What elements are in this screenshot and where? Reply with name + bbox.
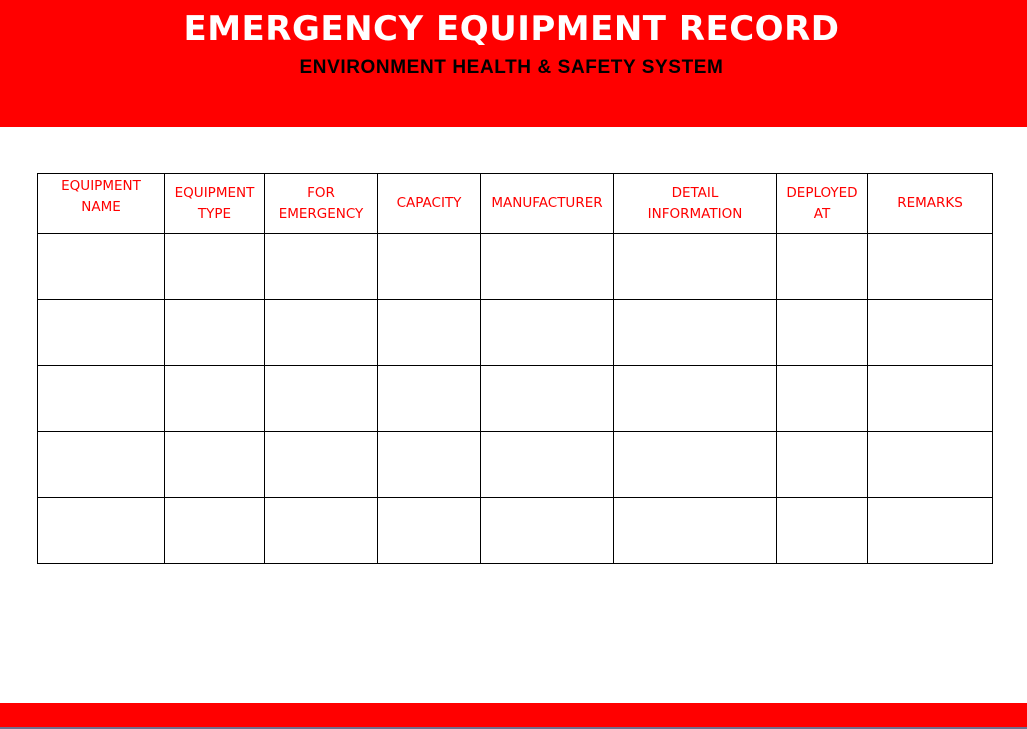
table-cell[interactable] [265,234,378,300]
table-cell[interactable] [38,432,165,498]
table-cell[interactable] [481,432,614,498]
header-row [38,174,993,234]
table-cell[interactable] [38,234,165,300]
table-cell[interactable] [777,234,868,300]
column-header-capacity: CAPACITY [378,174,481,234]
document-subtitle: ENVIRONMENT HEALTH & SAFETY SYSTEM [299,57,724,78]
table-cell[interactable] [614,234,777,300]
table-cell[interactable] [777,432,868,498]
document-title: EMERGENCY EQUIPMENT RECORD [183,9,840,49]
table-cell[interactable] [165,432,265,498]
table-cell[interactable] [481,366,614,432]
table-row [38,366,993,432]
table-cell[interactable] [165,366,265,432]
column-header-detail-information: DETAIL INFORMATION [614,174,777,234]
table-cell[interactable] [165,498,265,564]
table-cell[interactable] [777,366,868,432]
table-cell[interactable] [265,432,378,498]
table-cell[interactable] [165,234,265,300]
table-cell[interactable] [265,498,378,564]
table-row [38,234,993,300]
table-cell[interactable] [481,234,614,300]
table-cell[interactable] [868,432,993,498]
table-cell[interactable] [378,432,481,498]
table-cell[interactable] [777,300,868,366]
table-cell[interactable] [614,432,777,498]
footer-band [0,703,1027,727]
table-cell[interactable] [378,300,481,366]
column-header-manufacturer: MANUFACTURER [481,174,614,234]
table-row [38,432,993,498]
table-cell[interactable] [614,300,777,366]
table-cell[interactable] [378,234,481,300]
table-cell[interactable] [165,300,265,366]
table-cell[interactable] [777,498,868,564]
column-header-deployed-at: DEPLOYED AT [777,174,868,234]
column-header-remarks: REMARKS [868,174,993,234]
table-cell[interactable] [868,366,993,432]
table-row [38,300,993,366]
table-cell[interactable] [868,234,993,300]
table-cell[interactable] [868,300,993,366]
table-cell[interactable] [614,498,777,564]
table-cell[interactable] [378,498,481,564]
column-header-for-emergency: FOR EMERGENCY [265,174,378,234]
table-cell[interactable] [38,300,165,366]
table-cell[interactable] [614,366,777,432]
table-cell[interactable] [38,498,165,564]
table-body [38,234,993,564]
table-cell[interactable] [481,498,614,564]
table-row [38,498,993,564]
table-cell[interactable] [378,366,481,432]
table-cell[interactable] [265,366,378,432]
table-cell[interactable] [481,300,614,366]
equipment-record-table [37,173,993,564]
column-header-equipment-type: EQUIPMENT TYPE [165,174,265,234]
table-cell[interactable] [38,366,165,432]
table-cell[interactable] [265,300,378,366]
table-cell[interactable] [868,498,993,564]
column-header-equipment-name: EQUIPMENT NAME [38,174,165,234]
